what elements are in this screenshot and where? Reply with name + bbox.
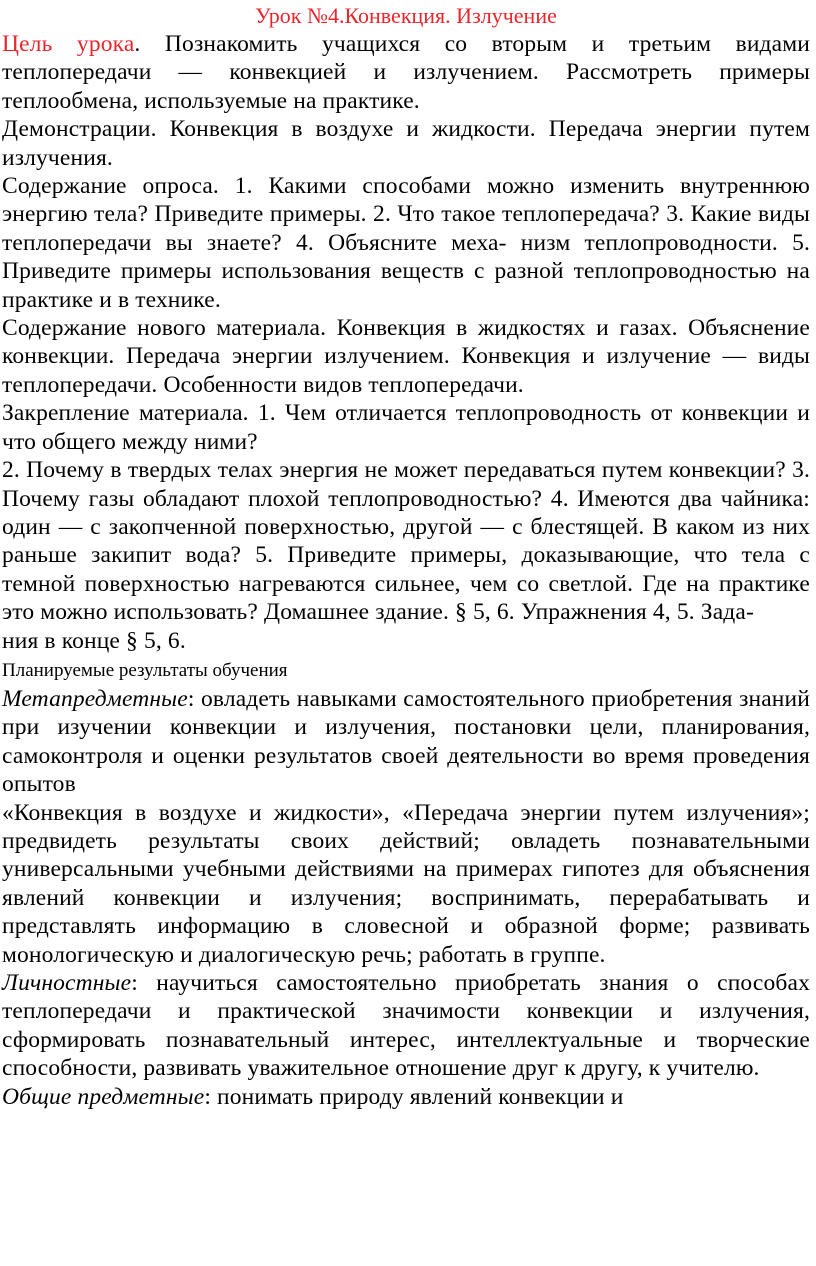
survey-paragraph: Содержание опроса. 1. Какими способами можно изменить внутреннюю энергию тела? Приведите примеры. 2. Что такое теплопередача? 3. Какие виды теплопередачи вы знаете? 4. Объясните меха- низм теплопроводности. 5. Приведите примеры использования веществ с разной теплопроводностью на практике и в технике.	[2, 173, 810, 313]
lesson-goal-text: . Познакомить учащихся со вторым и третьим видами теплопередачи — конвекцией и излучением. Рассмотреть примеры теплообмена, используемые на практике.	[2, 31, 810, 114]
metasubject-paragraph-2: «Конвекция в воздухе и жидкости», «Передача энергии путем излучения»; предвидеть результаты своих действий; овладеть познавательными универсальными учебными действиями на примерах гипотез для объяснения явлений конвекции и излучения; воспринимать, перерабатывать и представлять информацию в словесной и образной форме; развивать монологическую и диалогическую речь; работать в группе.	[2, 799, 810, 968]
new-material-paragraph: Содержание нового материала. Конвекция в жидкостях и газах. Объяснение конвекции. Передача энергии излучением. Конвекция и излучение — виды теплопередачи. Особенности видов теплопередачи.	[2, 315, 810, 398]
general-subject-paragraph	[2, 1083, 810, 1111]
lesson-title: Урок №4.Конвекция. Излучение	[255, 3, 557, 28]
demonstrations-paragraph: Демонстрации. Конвекция в воздухе и жидкости. Передача энергии путем излучения.	[2, 116, 810, 171]
personal-paragraph	[2, 969, 810, 1083]
consolidation-paragraph-1: Закрепление материала. 1. Чем отличается теплопроводность от конвекции и что общего между ними?	[2, 400, 810, 455]
consolidation-paragraph-3: ния в конце § 5, 6.	[2, 627, 186, 654]
metasubject-paragraph	[2, 685, 810, 799]
general-subject-text: : понимать природу явлений конвекции и	[204, 1083, 624, 1110]
metasubject-text: : овладеть навыками самостоятельного приобретения знаний при изучении конвекции и излучения, постановки цели, планирования, самоконтроля и оценки результатов своей деятельности во время проведения опытов	[2, 685, 810, 798]
lesson-goal-label: Цель урока	[2, 31, 135, 57]
lesson-goal	[2, 30, 810, 115]
general-subject-label: Общие предметные	[2, 1083, 205, 1110]
planned-results-heading: Планируемые результаты обучения	[2, 659, 288, 681]
metasubject-label: Метапредметные	[2, 685, 188, 712]
personal-text: : научиться самостоятельно приобретать знания о способах теплопередачи и практической значимости конвекции и излучения, сформировать познавательный интерес, интеллектуальные и творческие способности, развивать уважительное отношение друг к другу, к учителю.	[2, 970, 810, 1082]
personal-label: Личностные	[2, 970, 132, 996]
consolidation-paragraph-2: 2. Почему в твердых телах энергия не может передаваться путем конвекции? 3. Почему газы обладают плохой теплопроводностью? 4. Имеются два чайника: один — с закопченной поверхностью, другой — с блестящей. В каком из них раньше закипит вода? 5. Приведите примеры, доказывающие, что тела с темной поверхностью нагреваются сильнее, чем со светлой. Где на практике это можно использовать? Домашнее здание. § 5, 6. Упражнения 4, 5. Зада-	[2, 457, 810, 626]
